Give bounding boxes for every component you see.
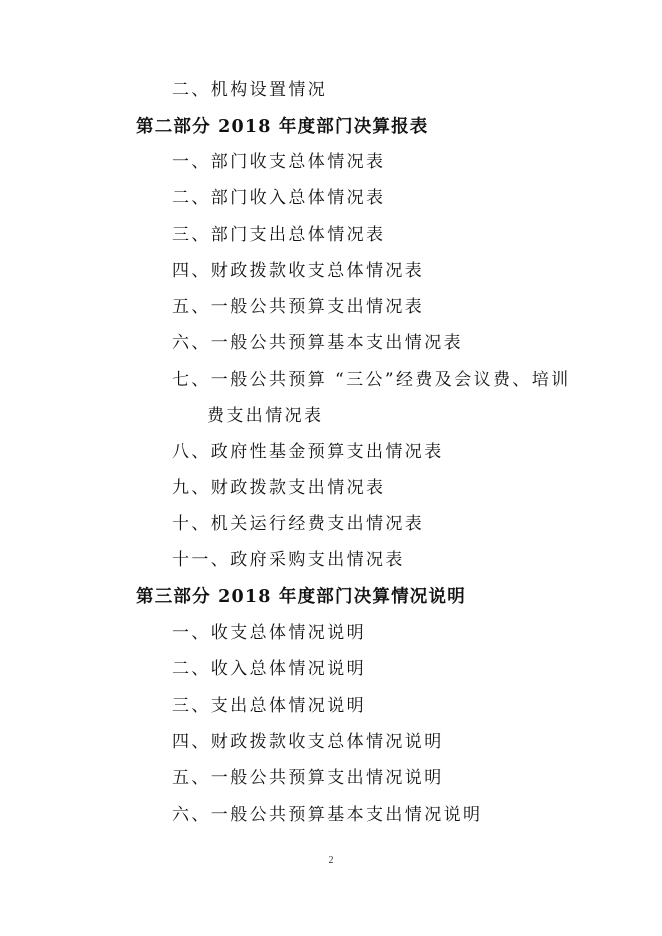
toc-item: 九、财政拨款支出情况表 bbox=[172, 478, 386, 498]
toc-item: 一、部门收支总体情况表 bbox=[172, 152, 386, 172]
toc-item: 四、财政拨款收支总体情况表 bbox=[172, 261, 425, 281]
toc-item: 二、机构设置情况 bbox=[172, 80, 328, 100]
section-heading: 第三部分 2018 年度部门决算情况说明 bbox=[136, 587, 466, 607]
toc-item: 四、财政拨款收支总体情况说明 bbox=[172, 732, 444, 752]
toc-item: 三、部门支出总体情况表 bbox=[172, 225, 386, 245]
toc-item: 五、一般公共预算支出情况说明 bbox=[172, 768, 444, 788]
toc-item: 三、支出总体情况说明 bbox=[172, 696, 366, 716]
toc-item: 十一、政府采购支出情况表 bbox=[172, 550, 405, 570]
toc-item: 二、收入总体情况说明 bbox=[172, 659, 366, 679]
toc-item: 一、收支总体情况说明 bbox=[172, 623, 366, 643]
page-number: 2 bbox=[328, 855, 334, 866]
toc-item: 五、一般公共预算支出情况表 bbox=[172, 297, 425, 317]
toc-item: 六、一般公共预算基本支出情况说明 bbox=[172, 805, 483, 825]
toc-item: 六、一般公共预算基本支出情况表 bbox=[172, 333, 463, 353]
toc-item: 八、政府性基金预算支出情况表 bbox=[172, 442, 444, 462]
toc-item: 十、机关运行经费支出情况表 bbox=[172, 514, 425, 534]
section-heading: 第二部分 2018 年度部门决算报表 bbox=[136, 117, 429, 137]
toc-item: 二、部门收入总体情况表 bbox=[172, 188, 386, 208]
toc-item: 七、一般公共预算 “三公”经费及会议费、培训 bbox=[172, 370, 571, 390]
toc-item-continuation: 费支出情况表 bbox=[207, 406, 324, 426]
